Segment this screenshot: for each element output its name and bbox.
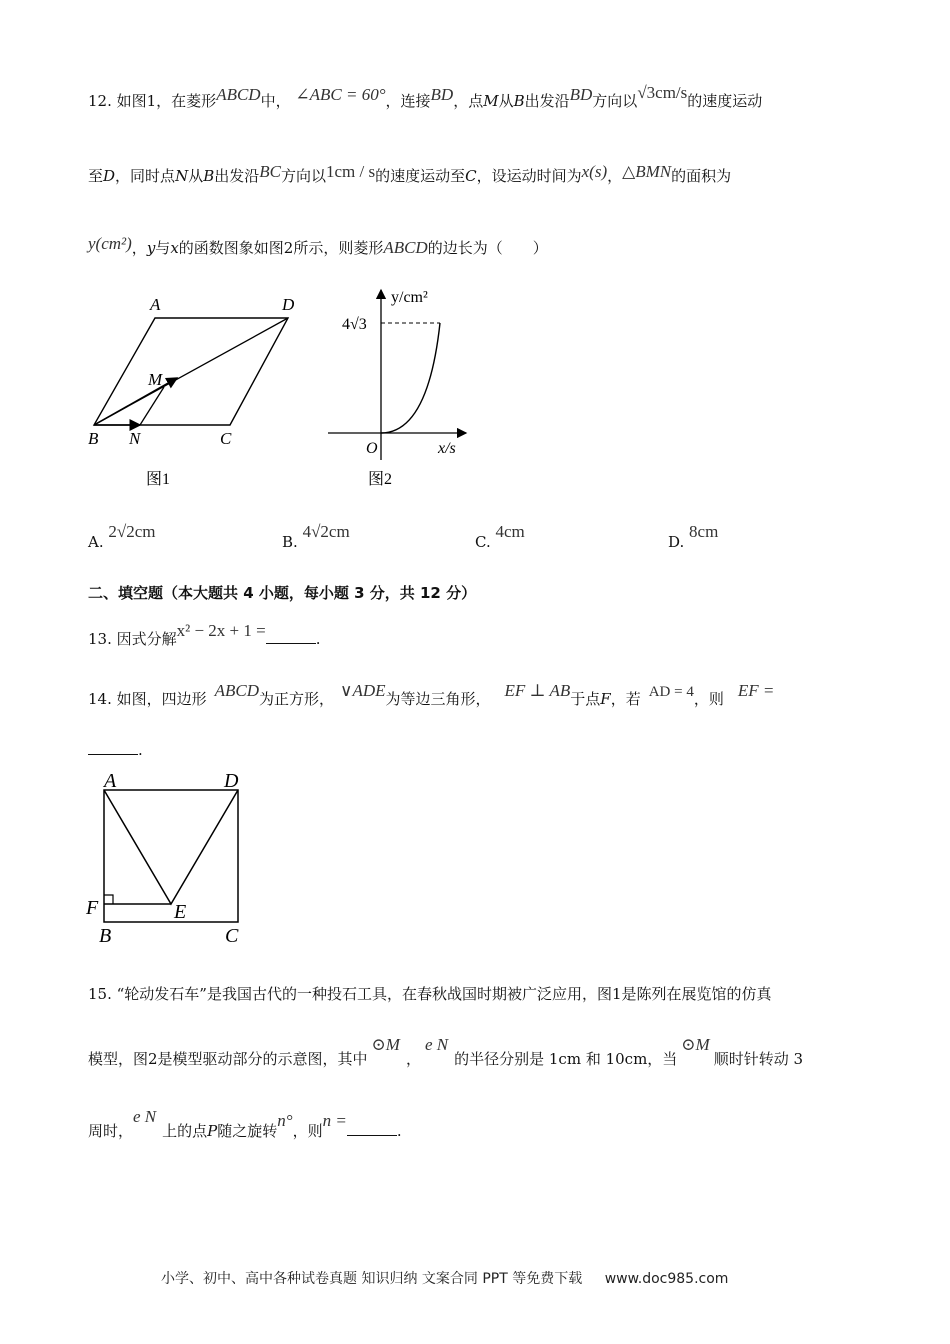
x-axis-label: x/s xyxy=(438,440,456,457)
q14-line2: . xyxy=(88,740,143,759)
q13: 13. 因式分解x² − 2x + 1 = . xyxy=(88,621,321,648)
figure1-caption: 图1 xyxy=(146,471,171,488)
q15-line1: 15. “轮动发石车”是我国古代的一种投石工具，在春秋战国时期被广泛应用，图1是陈列在展览馆的仿真 xyxy=(88,985,772,1003)
footer-text: 小学、初中、高中各种试卷真题 知识归纳 文案合同 PPT 等免费下载 xyxy=(161,1271,583,1287)
square-abcd xyxy=(104,790,238,922)
function-curve xyxy=(381,323,440,433)
figure2-caption: 图2 xyxy=(368,471,393,488)
footer-url[interactable]: www.doc985.com xyxy=(604,1271,729,1287)
option-c[interactable]: C. 4cm xyxy=(475,522,525,551)
label-d: D xyxy=(282,295,295,314)
label-a: A xyxy=(104,770,117,792)
right-angle-mark xyxy=(104,895,113,904)
q14-line1: 14. 如图，四边形 ABCD为正方形， ∨ADE为等边三角形， EF ⊥ AB于点F，若 AD = 4，则 EF = xyxy=(88,681,775,708)
label-a: A xyxy=(150,295,161,314)
arrow-bm xyxy=(94,378,177,425)
q12-line1: 12. 如图1，在菱形ABCD中， ∠ABC = 60°，连接BD，点M从B出发沿BD方向以√3cm/s的速度运动 xyxy=(88,83,763,110)
footer xyxy=(161,1268,728,1288)
q14-figure xyxy=(82,765,252,950)
q15-line2: 模型，图2是模型驱动部分的示意图，其中⊙M，e N的半径分别是 1cm 和 10cm，当⊙M顺时针转动 3 xyxy=(88,1035,804,1068)
label-e: E xyxy=(174,901,187,923)
option-a[interactable]: A. 2√2cm xyxy=(88,522,156,551)
triangle-ade xyxy=(104,790,238,904)
option-d[interactable]: D. 8cm xyxy=(668,522,719,551)
label-c: C xyxy=(220,429,232,448)
option-b[interactable]: B. 4√2cm xyxy=(282,522,350,551)
origin-label: O xyxy=(366,440,378,457)
y-max-label: 4√3 xyxy=(342,316,367,333)
q12-figure2 xyxy=(320,282,480,492)
label-n: N xyxy=(129,429,141,448)
q15-line3: 周时，e N上的点P随之旋转n°，则n =. xyxy=(88,1107,402,1140)
section2-title: 二、填空题（本大题共 4 小题，每小题 3 分，共 12 分） xyxy=(88,584,477,602)
label-m: M xyxy=(148,370,163,389)
label-d: D xyxy=(224,770,239,792)
y-axis-label: y/cm² xyxy=(391,289,428,306)
q12-line2: 至D，同时点N从B出发沿BC方向以1cm / s的速度运动至C，设运动时间为x(s)，△BMN的面积为 xyxy=(88,162,732,185)
label-b: B xyxy=(88,429,99,448)
q15-answer-blank[interactable] xyxy=(347,1121,397,1136)
q12-figure1 xyxy=(80,290,310,490)
label-f: F xyxy=(86,897,99,919)
label-b: B xyxy=(99,925,112,947)
label-c: C xyxy=(225,925,239,947)
q13-answer-blank[interactable] xyxy=(266,629,316,644)
q12-line3: y(cm²)，y与x的函数图象如图2所示，则菱形ABCD的边长为（ ） xyxy=(88,234,548,257)
q14-answer-blank[interactable] xyxy=(88,740,138,755)
